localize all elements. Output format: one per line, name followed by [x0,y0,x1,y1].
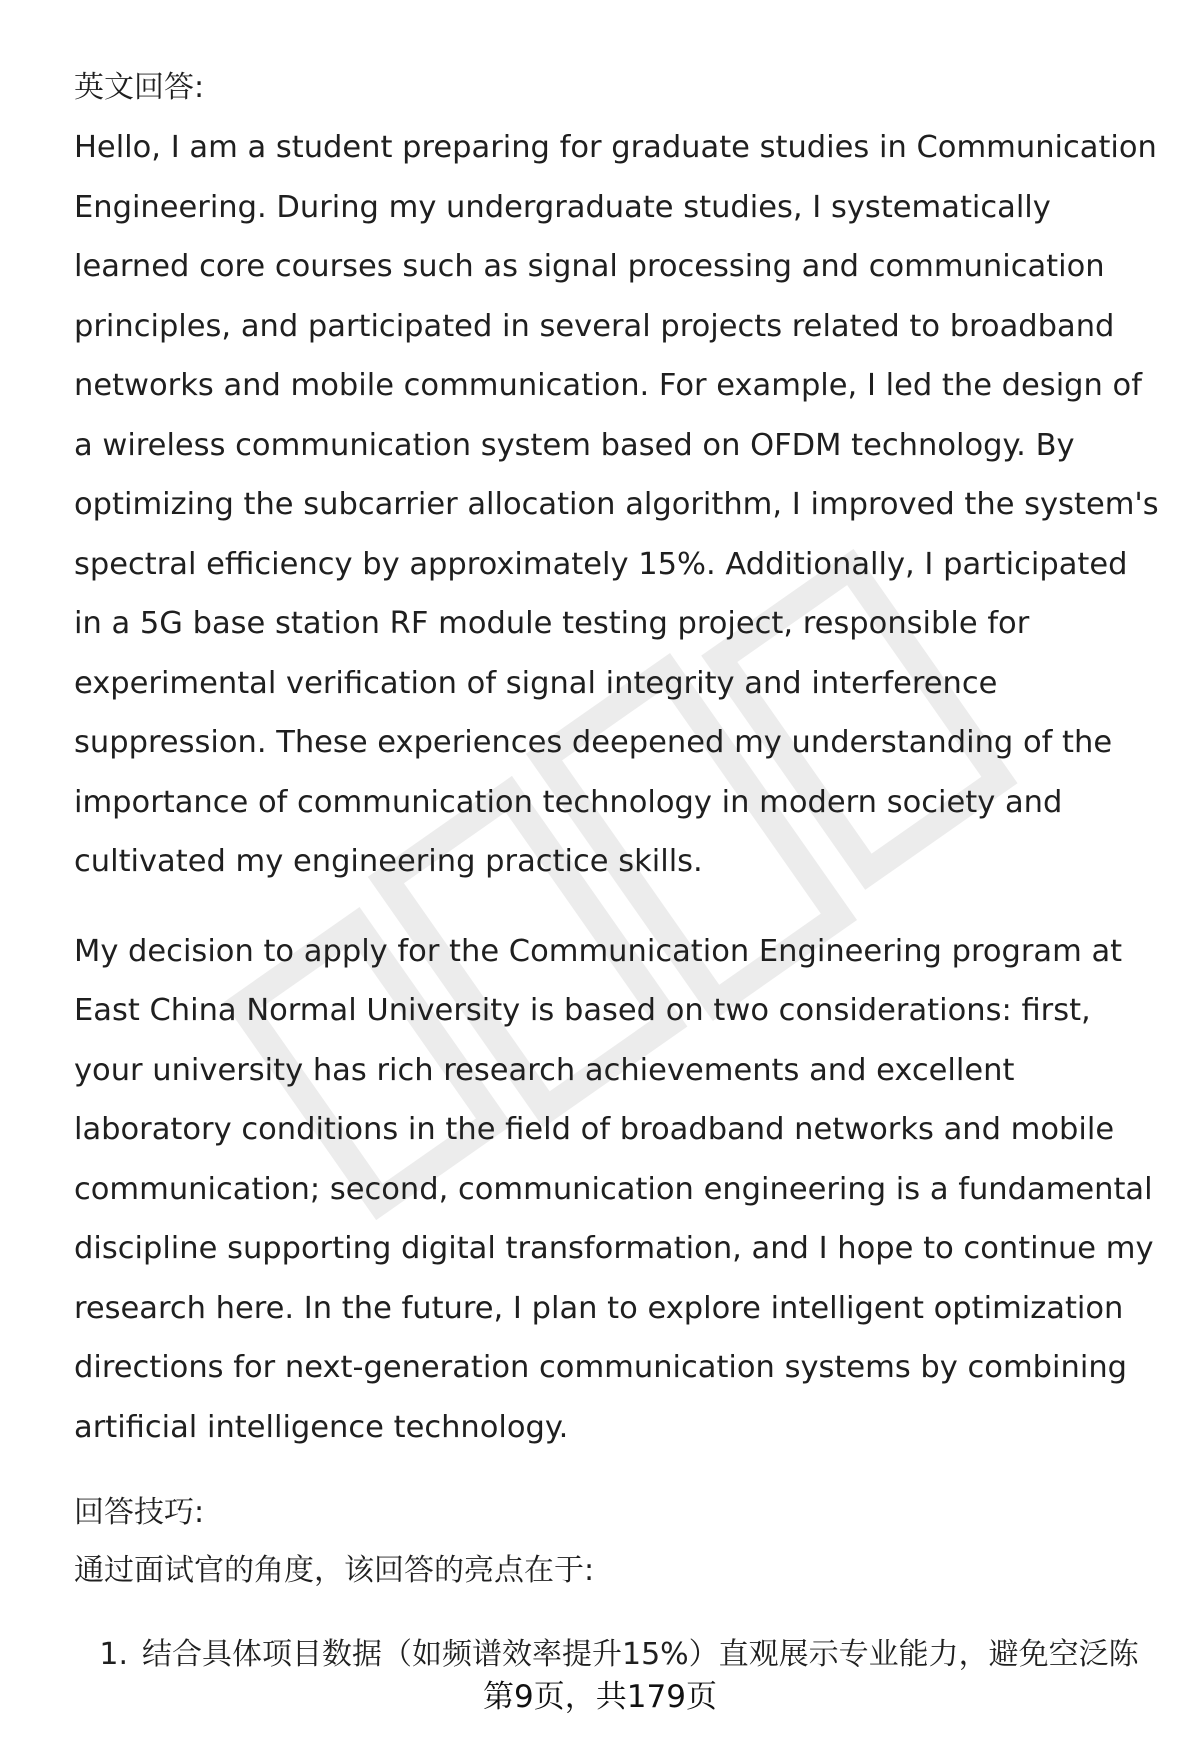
tips-label: 回答技巧: [74,1495,205,1530]
list-item [74,1633,1164,1677]
tips-intro: 通过面试官的角度，该回答的亮点在于: [74,1553,595,1588]
list-item-text: 结合具体项目数据（如频谱效率提升15%）直观展示专业能力，避免空泛陈 [142,1637,1139,1672]
answer-label: 英文回答: [74,70,205,105]
document-body [74,66,1164,1677]
page-indicator: 第9页，共179页 [483,1679,717,1715]
answer-paragraph-1: Hello, I am a student preparing for graduate studies in Communication Engineering. During my undergraduate studies, I systematically learned core courses such as signal processing and communication principles, and participated in several projects related to broadband networks and mobile communication. For example, I led the design of a wireless communication system based on OFDM technology. By optimizing the subcarrier allocation algorithm, I improved the system's spectral efficiency by approximately 15%. Additionally, I participated in a 5G base station RF module testing project, responsible for experimental verification of signal integrity and interference suppression. These experiences deepened my understanding of the importance of communication technology in modern society and cultivated my engineering practice skills. [74,130,1159,879]
list-item-number: 1. [99,1637,128,1672]
answer-paragraph-2: My decision to apply for the Communication Engineering program at East China Normal University is based on two considerations: first, your university has rich research achievements and excellent laboratory conditions in the field of broadband networks and mobile communication; second, communication engineering is a fundamental discipline supporting digital transformation, and I hope to continue my research here. In the future, I plan to explore intelligent optimization directions for next-generation communication systems by combining artificial intelligence technology. [74,933,1154,1445]
tips-list [74,1633,1164,1677]
